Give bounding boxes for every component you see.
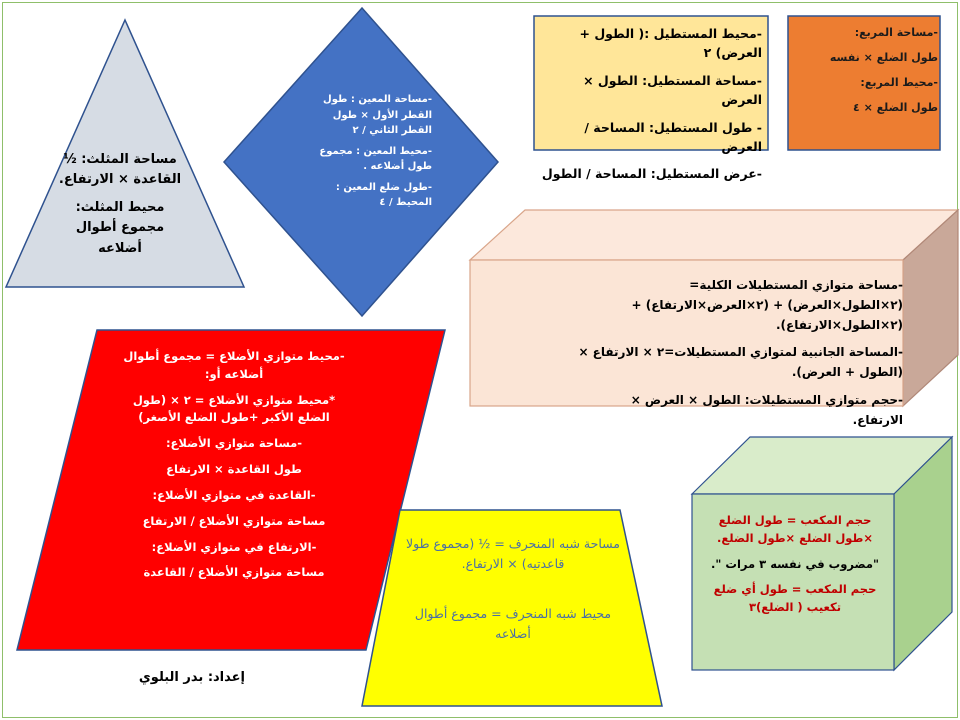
rectangle-length: - طول المستطيل: المساحة / العرض — [584, 119, 762, 154]
parallelogram-base-label: -القاعدة في متوازي الأضلاع: — [152, 487, 316, 502]
parallelogram-area-value: طول القاعدة × الارتفاع — [166, 462, 302, 477]
rhombus-text — [300, 92, 432, 216]
square-perimeter-value: طول الضلع × ٤ — [853, 101, 938, 115]
cube-text — [698, 512, 892, 625]
parallelogram-text — [120, 348, 348, 590]
parallelogram-base-value: مساحة متوازي الأضلاع / الارتفاع — [142, 513, 326, 528]
prism-text — [578, 276, 903, 439]
parallelogram-height-value: مساحة متوازي الأضلاع / القاعدة — [143, 565, 325, 580]
prism-volume: -حجم متوازي المستطيلات: الطول × العرض × الارتفاع. — [630, 392, 903, 427]
square-perimeter-label: -محيط المربع: — [860, 76, 938, 90]
square-area-value: طول الضلع × نفسه — [829, 51, 938, 65]
author-credit: إعداد: بدر البلوي — [138, 670, 245, 685]
rhombus-area: -مساحة المعين : طول القطر الأول × طول القطر الثاني / ٢ — [323, 94, 432, 136]
cube-note: "مضروب في نفسه ٣ مرات ". — [711, 556, 879, 571]
rhombus-perimeter: -محيط المعين : مجموع طول أضلاعه . — [319, 145, 432, 172]
square-text — [792, 24, 938, 124]
rectangle-width: -عرض المستطيل: المساحة / الطول — [541, 166, 762, 182]
prism-lateral-area: -المساحة الجانبية لمتوازي المستطيلات=٢ × الارتفاع × (الطول + العرض). — [578, 345, 903, 380]
square-area-label: -مساحة المربع: — [854, 26, 938, 39]
triangle-area: مساحة المثلث: ½ القاعدة × الارتفاع. — [58, 152, 182, 188]
parallelogram-height-label: -الارتفاع في متوازي الأضلاع: — [151, 539, 317, 554]
parallelogram-perimeter2: *محيط متوازي الأضلاع = ٢ × (طول الضلع الأكبر +طول الضلع الأصغر) — [132, 392, 336, 425]
parallelogram-area-label: -مساحة متوازي الأضلاع: — [165, 436, 303, 451]
rectangle-area: -مساحة المستطيل: الطول × العرض — [583, 72, 762, 108]
cube-volume: حجم المكعب = طول الضلع ×طول الضلع ×طول الضلع. — [717, 513, 873, 545]
trapezoid-area: مساحة شبه المنحرف = ½ (مجموع طولا قاعدتيه) × الارتفاع. — [406, 536, 620, 571]
rhombus-side: -طول ضلع المعين : المحيط / ٤ — [335, 181, 432, 208]
triangle-text — [55, 150, 185, 267]
rectangle-text — [540, 24, 762, 192]
trapezoid-perimeter: محيط شبه المنحرف = مجموع أطوال أضلاعه — [414, 606, 612, 641]
prism-total-area: -مساحة متوازي المستطيلات الكلية= (٢×الطول×العرض) + (٢×العرض×الارتفاع) + (٢×الطول×الارتفاع). — [631, 278, 903, 332]
trapezoid-spacer — [398, 584, 628, 594]
triangle-perimeter: محيط المثلث: مجموع أطوال أضلاعه — [75, 200, 165, 256]
rectangle-perimeter: -محيط المستطيل :( الطول + العرض) ٢ — [579, 26, 762, 61]
cube-volume2: حجم المكعب = طول أي ضلع تكعيب ( الضلع)٣ — [713, 582, 877, 615]
parallelogram-perimeter1: -محيط متوازي الأضلاع = مجموع أطوال أضلاعه أو: — [123, 349, 345, 381]
trapezoid-text — [398, 534, 628, 654]
